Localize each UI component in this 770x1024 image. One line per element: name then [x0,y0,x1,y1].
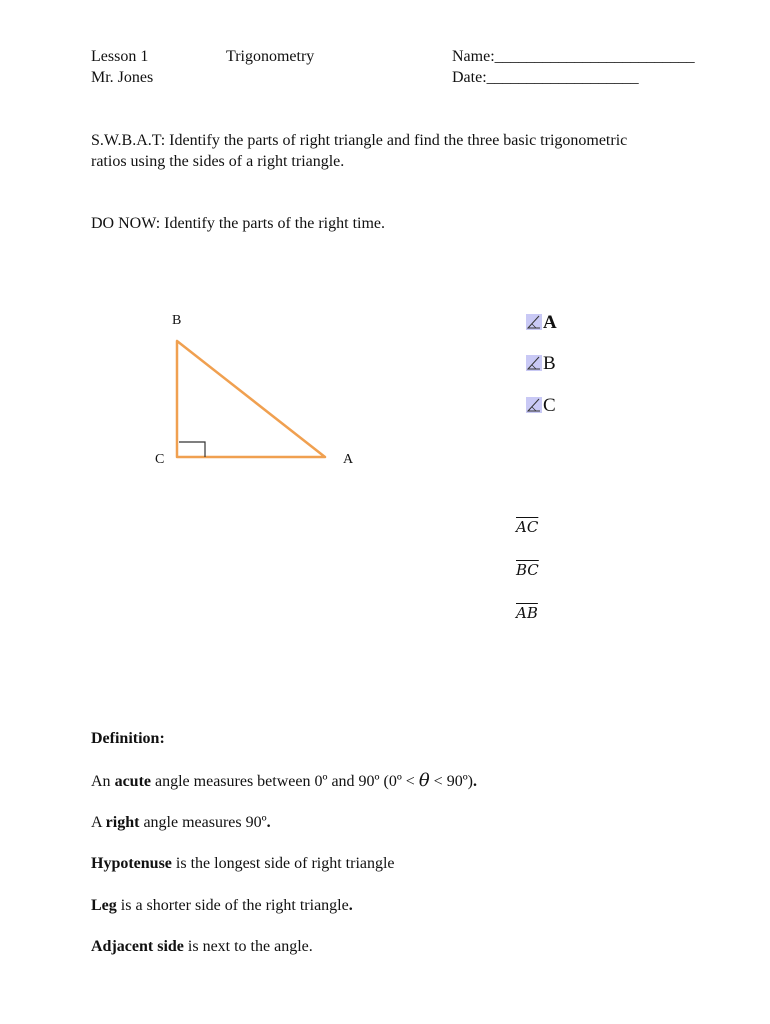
angle-label-b: B [543,353,556,374]
swbat-line-1: S.W.B.A.T: Identify the parts of right triangle and find the three basic trigonometric [91,132,628,149]
segment-ab-label: $\overline{AB}$ [516,604,538,622]
angle-symbol-icon [526,397,542,413]
segment-ab [516,603,538,623]
acute-post: < 90º) [429,773,473,790]
acute-end: . [472,773,477,790]
segment-ac-label: $\overline{AC}$ [516,518,539,536]
angle-item-c [526,396,556,417]
acute-term: acute [114,773,151,790]
adjacent-term: Adjacent side [91,938,184,955]
right-term: right [105,814,140,831]
angle-item-b [526,354,556,375]
definition-hypotenuse [91,854,395,874]
angle-item-a [526,313,557,334]
swbat-line-2: ratios using the sides of a right triangle. [91,153,345,170]
adjacent-post: is next to the angle. [183,938,313,955]
vertex-label-a: A [343,452,354,467]
definition-adjacent [91,937,313,957]
do-now-prompt: DO NOW: Identify the parts of the right time. [91,215,385,232]
hypotenuse-post: is the longest side of right triangle [171,855,395,872]
definition-leg [91,896,353,916]
definition-heading: Definition: [91,730,165,747]
right-post: angle measures 90º [139,814,267,831]
leg-end: . [348,897,353,914]
definition-acute [91,771,477,792]
triangle-shape [177,341,325,457]
vertex-label-b: B [172,313,182,328]
segment-ac [516,517,538,537]
segment-bc-label: $\overline{BC}$ [516,561,539,579]
leg-term: Leg [91,897,117,914]
angle-symbol-icon [526,355,542,371]
subject-title: Trigonometry [226,48,315,65]
theta-symbol: θ [418,770,430,791]
right-triangle-diagram [150,300,370,480]
teacher-name: Mr. Jones [91,69,154,86]
name-field: Name:_________________________ [452,48,695,65]
vertex-label-c: C [155,452,165,467]
leg-post: is a shorter side of the right triangle [116,897,349,914]
acute-pre: An [91,773,115,790]
hypotenuse-term: Hypotenuse [91,855,172,872]
date-field: Date:___________________ [452,69,639,86]
lesson-number: Lesson 1 [91,48,149,65]
definition-right [91,813,271,833]
acute-mid: angle measures between 0º and 90º (0º < [151,773,419,790]
right-pre: A [91,814,106,831]
angle-label-c: C [543,395,556,416]
segment-bc [516,560,539,580]
right-end: . [266,814,271,831]
angle-label-a: A [543,312,557,333]
right-angle-marker [179,442,205,457]
angle-symbol-icon [526,314,542,330]
